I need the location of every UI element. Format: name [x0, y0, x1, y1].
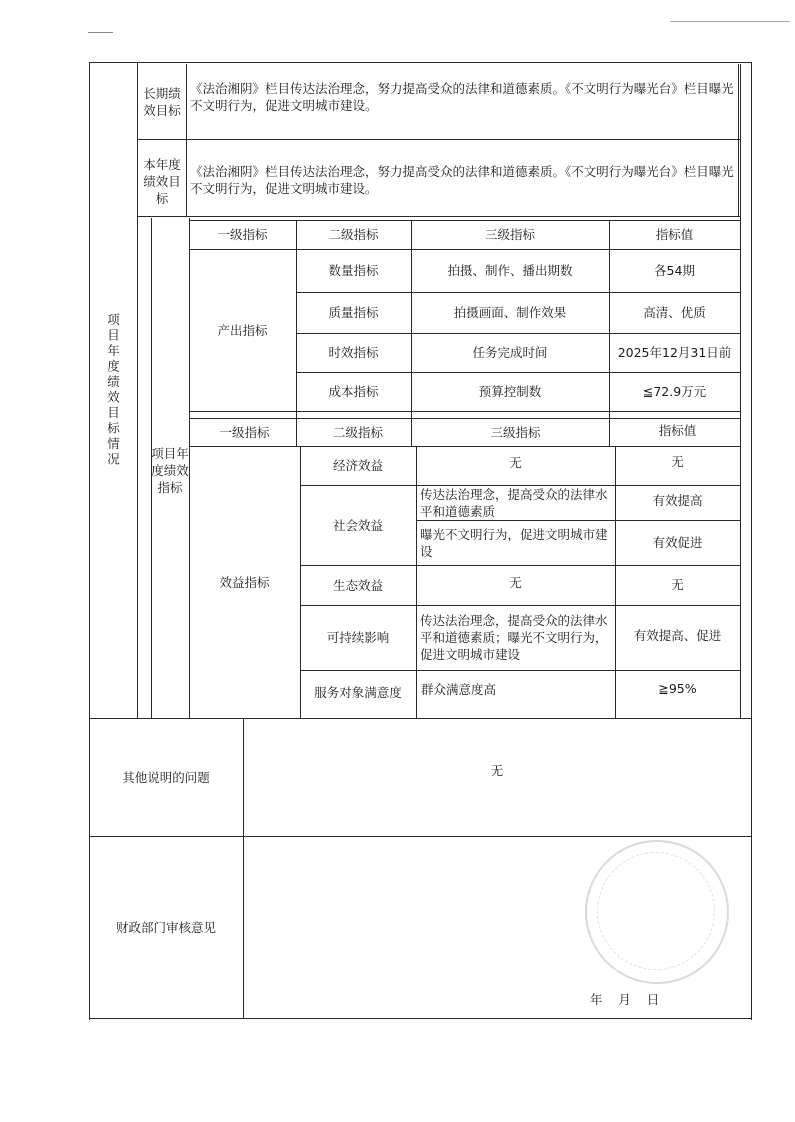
output-l2: 成本指标 — [328, 384, 379, 399]
official-seal — [585, 840, 729, 984]
output-value: 各54期 — [654, 263, 695, 278]
annual-text: 《法治湘阴》栏目传达法治理念，努力提高受众的法律和道德素质。《不文明行为曝光台》栏目曝光不文明行为，促进文明城市建设。 — [190, 164, 734, 196]
finance-label: 财政部门审核意见 — [115, 919, 216, 935]
output-value: 2025年12月31日前 — [617, 345, 732, 360]
economic-l3: 无 — [509, 455, 522, 470]
output-l3: 任务完成时间 — [472, 345, 548, 360]
sustainable-l3: 传达法治理念，提高受众的法律水平和道德素质；曝光不文明行为，促进文明城市建设 — [420, 613, 608, 662]
ecological-l3: 无 — [509, 574, 522, 590]
economic-l2: 经济效益 — [332, 458, 383, 473]
other-text: 无 — [490, 763, 504, 778]
seal-inner-ring — [597, 852, 715, 970]
benefit-label: 效益指标 — [219, 574, 270, 590]
header-level3: 三级指标 — [490, 424, 541, 440]
satisfaction-l2: 服务对象满意度 — [314, 685, 402, 700]
annual-label: 本年度绩效目标 — [143, 156, 181, 206]
output-l2: 时效指标 — [328, 345, 379, 360]
other-label: 其他说明的问题 — [122, 769, 210, 785]
project-annual-label: 项目年度绩效指标 — [151, 445, 189, 495]
output-l2: 数量指标 — [328, 263, 379, 278]
social-l3: 曝光不文明行为，促进文明城市建设 — [420, 526, 608, 559]
output-value: ≦72.9万元 — [642, 384, 707, 399]
output-value: 高清、优质 — [643, 305, 706, 320]
left-section-title: 项目年度绩效目标情况 — [105, 312, 121, 468]
sustainable-value: 有效提高、促进 — [633, 627, 722, 643]
long-term-text: 《法治湘阴》栏目传达法治理念，努力提高受众的法律和道德素质。《不文明行为曝光台》栏目曝光不文明行为，促进文明城市建设。 — [190, 81, 734, 113]
satisfaction-l3: 群众满意度高 — [421, 681, 497, 697]
scan-mark — [670, 21, 790, 22]
output-l2: 质量指标 — [328, 305, 379, 320]
header-level3: 三级指标 — [484, 227, 535, 242]
ecological-value: 无 — [671, 576, 684, 592]
social-value: 有效促进 — [652, 535, 703, 550]
finance-date: 年 月 日 — [590, 992, 660, 1007]
sustainable-l2: 可持续影响 — [326, 630, 390, 645]
social-l2: 社会效益 — [332, 517, 383, 533]
ecological-l2: 生态效益 — [332, 577, 383, 593]
output-label: 产出指标 — [217, 322, 268, 338]
long-term-label: 长期绩效目标 — [143, 86, 181, 118]
scan-mark — [88, 32, 113, 33]
output-l3: 拍摄、制作、播出期数 — [447, 263, 573, 278]
header-level1: 一级指标 — [219, 424, 270, 440]
economic-value: 无 — [671, 453, 684, 469]
social-value: 有效提高 — [652, 492, 703, 508]
header-level1: 一级指标 — [217, 227, 268, 242]
header-level2: 二级指标 — [332, 424, 383, 440]
header-value: 指标值 — [658, 422, 697, 438]
header-value: 指标值 — [655, 227, 694, 242]
header-level2: 二级指标 — [328, 227, 379, 242]
output-l3: 拍摄画面、制作效果 — [453, 305, 567, 320]
social-l3: 传达法治理念，提高受众的法律水平和道德素质 — [420, 486, 608, 519]
satisfaction-value: ≧95% — [658, 680, 697, 696]
output-l3: 预算控制数 — [478, 384, 542, 399]
